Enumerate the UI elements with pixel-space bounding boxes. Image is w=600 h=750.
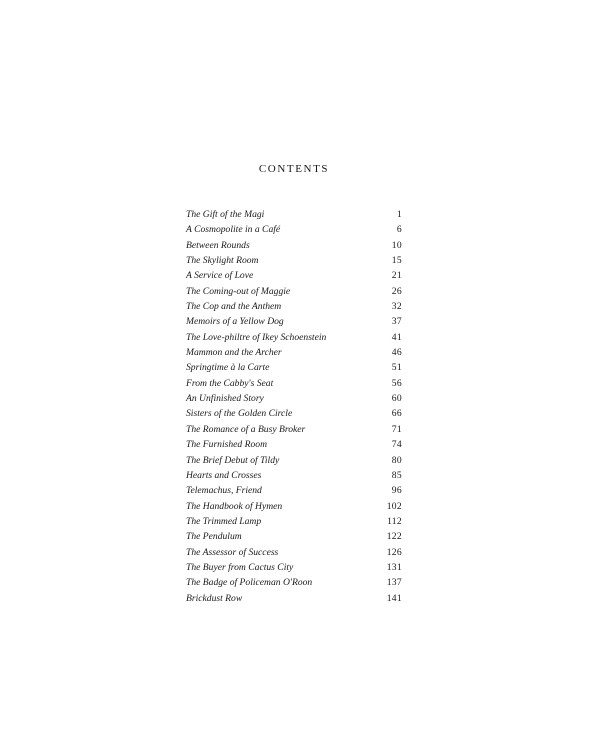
toc-entry[interactable]: [186, 406, 402, 421]
toc-entry-page-number: 122: [386, 531, 402, 543]
toc-entry-page-number: 71: [391, 423, 402, 435]
toc-entry-title: The Furnished Room: [186, 439, 268, 451]
toc-entry-title: The Skylight Room: [186, 255, 259, 267]
toc-entry-page-number: 126: [386, 546, 402, 558]
toc-entry[interactable]: [186, 268, 402, 283]
toc-entry[interactable]: [186, 560, 402, 575]
table-of-contents: [186, 207, 402, 606]
toc-entry-page-number: 60: [391, 393, 402, 405]
toc-entry[interactable]: [186, 207, 402, 222]
toc-entry-title: Between Rounds: [186, 239, 250, 251]
toc-entry-title: The Buyer from Cactus City: [186, 561, 294, 573]
toc-entry[interactable]: [186, 499, 402, 514]
toc-entry-title: A Cosmopolite in a Café: [186, 224, 281, 236]
toc-entry-title: The Romance of a Busy Broker: [186, 423, 306, 435]
toc-entry-title: The Coming-out of Maggie: [186, 285, 291, 297]
toc-entry-title: Mammon and the Archer: [186, 347, 282, 359]
toc-entry[interactable]: [186, 514, 402, 529]
toc-entry-page-number: 131: [386, 561, 402, 573]
toc-entry[interactable]: [186, 483, 402, 498]
toc-entry-page-number: 56: [391, 377, 402, 389]
toc-entry[interactable]: [186, 299, 402, 314]
toc-entry-page-number: 96: [391, 485, 402, 497]
toc-entry[interactable]: [186, 330, 402, 345]
toc-entry-title: An Unfinished Story: [186, 393, 264, 405]
toc-entry-page-number: 141: [386, 592, 402, 604]
toc-entry-title: Hearts and Crosses: [186, 469, 262, 481]
toc-entry-title: A Service of Love: [186, 270, 254, 282]
toc-entry-title: The Gift of the Magi: [186, 209, 265, 220]
toc-entry[interactable]: [186, 314, 402, 329]
toc-entry[interactable]: [186, 422, 402, 437]
toc-entry-page-number: 15: [391, 255, 402, 267]
toc-entry[interactable]: [186, 529, 402, 544]
toc-entry-page-number: 51: [391, 362, 402, 374]
toc-entry-page-number: 80: [391, 454, 402, 466]
contents-heading: CONTENTS: [258, 163, 330, 175]
toc-entry-page-number: 137: [386, 577, 402, 589]
toc-entry[interactable]: [186, 468, 402, 483]
toc-entry-title: The Trimmed Lamp: [186, 515, 262, 527]
toc-entry-title: Sisters of the Golden Circle: [186, 408, 293, 420]
toc-entry-page-number: 46: [391, 347, 402, 359]
toc-entry-page-number: 1: [396, 209, 402, 220]
toc-entry-page-number: 10: [391, 239, 402, 251]
toc-entry-title: Brickdust Row: [186, 592, 243, 604]
toc-entry-page-number: 102: [386, 500, 402, 512]
toc-entry[interactable]: [186, 284, 402, 299]
toc-entry-title: Springtime à la Carte: [186, 362, 270, 374]
toc-entry-title: The Love-philtre of Ikey Schoenstein: [186, 331, 327, 343]
toc-entry[interactable]: [186, 238, 402, 253]
toc-entry-page-number: 85: [391, 469, 402, 481]
toc-entry[interactable]: [186, 391, 402, 406]
toc-entry[interactable]: [186, 222, 402, 237]
toc-entry-page-number: 66: [391, 408, 402, 420]
toc-entry[interactable]: [186, 253, 402, 268]
toc-entry-page-number: 41: [391, 331, 402, 343]
toc-entry-page-number: 74: [391, 439, 402, 451]
toc-entry[interactable]: [186, 591, 402, 606]
toc-entry[interactable]: [186, 345, 402, 360]
toc-entry[interactable]: [186, 437, 402, 452]
toc-entry[interactable]: [186, 575, 402, 590]
toc-entry-title: The Cop and the Anthem: [186, 301, 282, 313]
toc-entry-title: The Pendulum: [186, 531, 242, 543]
toc-entry-title: The Handbook of Hymen: [186, 500, 283, 512]
toc-entry[interactable]: [186, 376, 402, 391]
toc-entry[interactable]: [186, 453, 402, 468]
toc-entry-page-number: 112: [387, 515, 402, 527]
toc-entry-page-number: 32: [391, 301, 402, 313]
toc-entry-title: Telemachus, Friend: [186, 485, 262, 497]
toc-entry-page-number: 21: [391, 270, 402, 282]
toc-entry-title: The Brief Debut of Tildy: [186, 454, 280, 466]
toc-entry-title: The Badge of Policeman O'Roon: [186, 577, 313, 589]
toc-entry-page-number: 26: [391, 285, 402, 297]
toc-entry-title: The Assessor of Success: [186, 546, 279, 558]
toc-entry-page-number: 6: [396, 224, 402, 236]
toc-entry-title: Memoirs of a Yellow Dog: [186, 316, 284, 328]
toc-entry[interactable]: [186, 360, 402, 375]
toc-entry[interactable]: [186, 545, 402, 560]
toc-entry-page-number: 37: [391, 316, 402, 328]
toc-entry-title: From the Cabby's Seat: [186, 377, 274, 389]
